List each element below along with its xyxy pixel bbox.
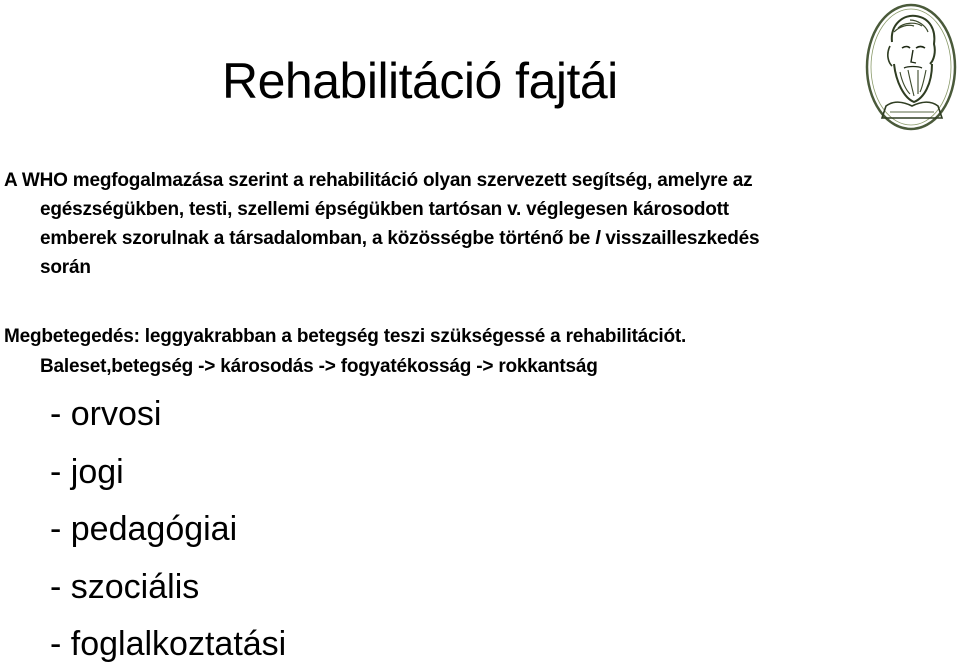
who-line-1: A WHO megfogalmazása szerint a rehabilitáció olyan szervezett segítség, amelyre az [4, 170, 753, 191]
who-line-3-italic: l [595, 228, 601, 249]
rehabilitation-types-list [50, 386, 286, 664]
who-line-3-end: visszailleszkedés [600, 228, 760, 249]
slide-title: Rehabilitáció fajtái [222, 53, 618, 109]
bust-portrait-oval-logo-icon [864, 2, 958, 132]
list-item: - jogi [50, 452, 124, 491]
who-line-3 [4, 224, 759, 253]
list-item: - orvosi [50, 395, 162, 433]
who-definition-paragraph [4, 166, 759, 282]
illness-line-1: Megbetegedés: leggyakrabban a betegség teszi szükségessé a rehabilitációt. [4, 326, 687, 347]
list-item: - szociális [50, 567, 200, 606]
who-line-3-start: emberek szorulnak a társadalomban, a közösségbe történő be [40, 228, 596, 249]
illness-line-2: Baleset,betegség -> károsodás -> fogyatékosság -> rokkantság [40, 356, 598, 377]
illness-paragraph [4, 322, 686, 382]
who-line-4: során [40, 257, 91, 278]
who-line-2: egészségükben, testi, szellemi épségükben tartósan v. véglegesen károsodott [40, 199, 729, 220]
list-item: - foglalkoztatási [50, 625, 287, 663]
list-item: - pedagógiai [50, 510, 238, 548]
